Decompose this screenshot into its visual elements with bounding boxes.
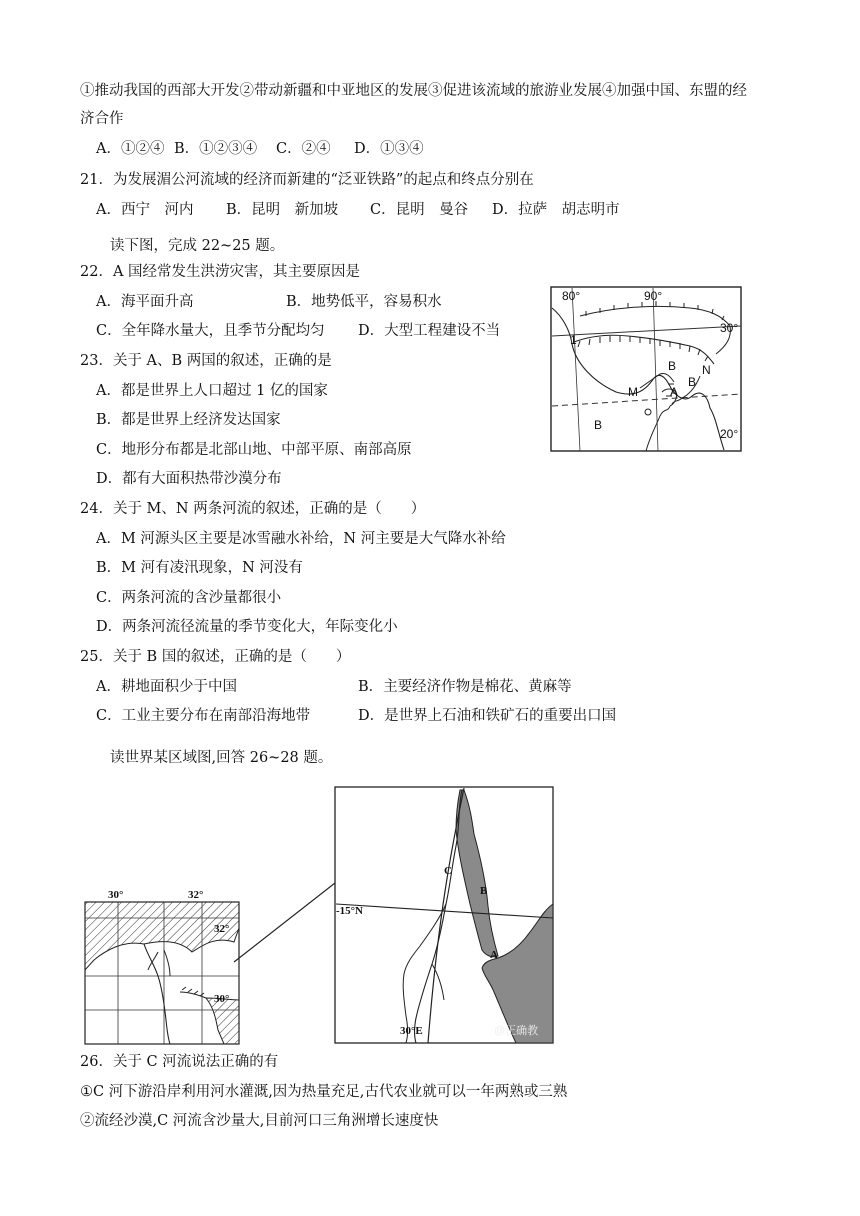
q25-option-b: B．主要经济作物是棉花、黄麻等 [358, 679, 572, 695]
q22-option-b: B．地势低平，容易积水 [286, 294, 442, 310]
q23-option-b: B．都是世界上经济发达国家 [96, 412, 281, 428]
map2-lon-30: 30° [108, 889, 124, 901]
q21-stem: 21．为发展湄公河流域的经济而新建的“泛亚铁路”的起点和终点分别在 [80, 172, 534, 188]
q22-options-row2 [96, 321, 500, 341]
map2-lat-30: 30° [214, 993, 230, 1005]
nile-delta-map [84, 880, 240, 1046]
map3-label-a: A [490, 949, 498, 961]
q23-option-c: C．地形分布都是北部山地、中部平原、南部高原 [96, 442, 412, 458]
map1-label-a-small: B [668, 359, 677, 373]
q26-stem: 26．关于 C 河流说法正确的有 [80, 1054, 279, 1070]
red-sea-map [334, 786, 554, 1044]
q24-option-d: D．两条河流径流量的季节变化大，年际变化小 [96, 619, 398, 635]
q25-options-row1 [96, 677, 572, 697]
q20-option-d: D．①③④ [354, 141, 424, 157]
q26-statement-2: ②流经沙漠,C 河流含沙量大,目前河口三角洲增长速度快 [80, 1113, 439, 1129]
q21-options [96, 200, 620, 220]
map1-lat-20: 20° [720, 427, 739, 441]
q25-option-a: A．耕地面积少于中国 [96, 679, 237, 695]
map2-lon-32: 32° [188, 889, 204, 901]
q21-option-a: A．西宁 河内 [96, 202, 194, 218]
q24-option-c: C．两条河流的含沙量都很小 [96, 590, 282, 606]
map3-lat-15n: -15°N [336, 905, 364, 917]
intro-26-28: 读世界某区域图,回答 26~28 题。 [110, 750, 333, 766]
q23-option-d: D．都有大面积热带沙漠分布 [96, 471, 282, 487]
q21-option-d: D．拉萨 胡志明市 [492, 202, 620, 218]
q25-option-c: C．工业主要分布在南部沿海地带 [96, 708, 311, 724]
q26-statement-1: ①C 河下游沿岸利用河水灌溉,因为热量充足,古代农业就可以一年两熟或三熟 [80, 1084, 568, 1100]
q25-option-d: D．是世界上石油和铁矿石的重要出口国 [358, 708, 617, 724]
q22-option-c: C．全年降水量大，且季节分配均匀 [96, 323, 325, 339]
map1-label-b-country: B [594, 418, 603, 432]
q20-option-c: C．②④ [276, 141, 331, 157]
q24-stem: 24．关于 M、N 两条河流的叙述，正确的是（ ） [80, 501, 426, 517]
map3-watermark: @正确教 [494, 1025, 539, 1037]
q22-option-d: D．大型工程建设不当 [358, 323, 501, 339]
map1-label-b-region: B [688, 375, 697, 389]
map3-label-c: C [444, 865, 452, 877]
q23-stem: 23．关于 A、B 两国的叙述，正确的是 [80, 353, 332, 369]
q25-options-row2 [96, 706, 616, 726]
q20-options [96, 139, 424, 159]
q20-option-b: B．①②③④ [174, 141, 258, 157]
south-asia-map [550, 286, 742, 452]
q22-option-a: A．海平面升高 [96, 294, 194, 310]
intro-22-25: 读下图，完成 22~25 题。 [110, 238, 285, 254]
q24-option-b: B．M 河有凌汛现象，N 河没有 [96, 560, 303, 576]
q23-option-a: A．都是世界上人口超过 1 亿的国家 [96, 383, 328, 399]
map1-lon-90: 90° [644, 289, 663, 303]
q21-option-b: B．昆明 新加坡 [226, 202, 339, 218]
map1-label-m: M [628, 385, 638, 399]
q21-option-c: C．昆明 曼谷 [370, 202, 469, 218]
q20-stem-line1: ①推动我国的西部大开发②带动新疆和中亚地区的发展③促进该流域的旅游业发展④加强中国、东盟的经 [80, 83, 747, 99]
q22-options-row1 [96, 292, 442, 312]
q25-stem: 25．关于 B 国的叙述，正确的是（ ） [80, 649, 351, 665]
map1-lon-80: 80° [562, 289, 581, 303]
q20-stem-line2: 济合作 [80, 111, 124, 127]
map3-lon-30e: 30°E [400, 1025, 423, 1037]
map1-label-1: 1 [570, 333, 577, 347]
map2-lat-32: 32° [214, 923, 230, 935]
map3-label-b: B [480, 885, 488, 897]
map1-label-a: A [670, 385, 679, 399]
q24-option-a: A．M 河源头区主要是冰雪融水补给，N 河主要是大气降水补给 [96, 531, 506, 547]
map1-lat-30: 30° [720, 321, 739, 335]
q20-option-a: A．①②④ [96, 141, 165, 157]
map1-label-n: N [702, 363, 711, 377]
q22-stem: 22．A 国经常发生洪涝灾害，其主要原因是 [80, 264, 361, 280]
